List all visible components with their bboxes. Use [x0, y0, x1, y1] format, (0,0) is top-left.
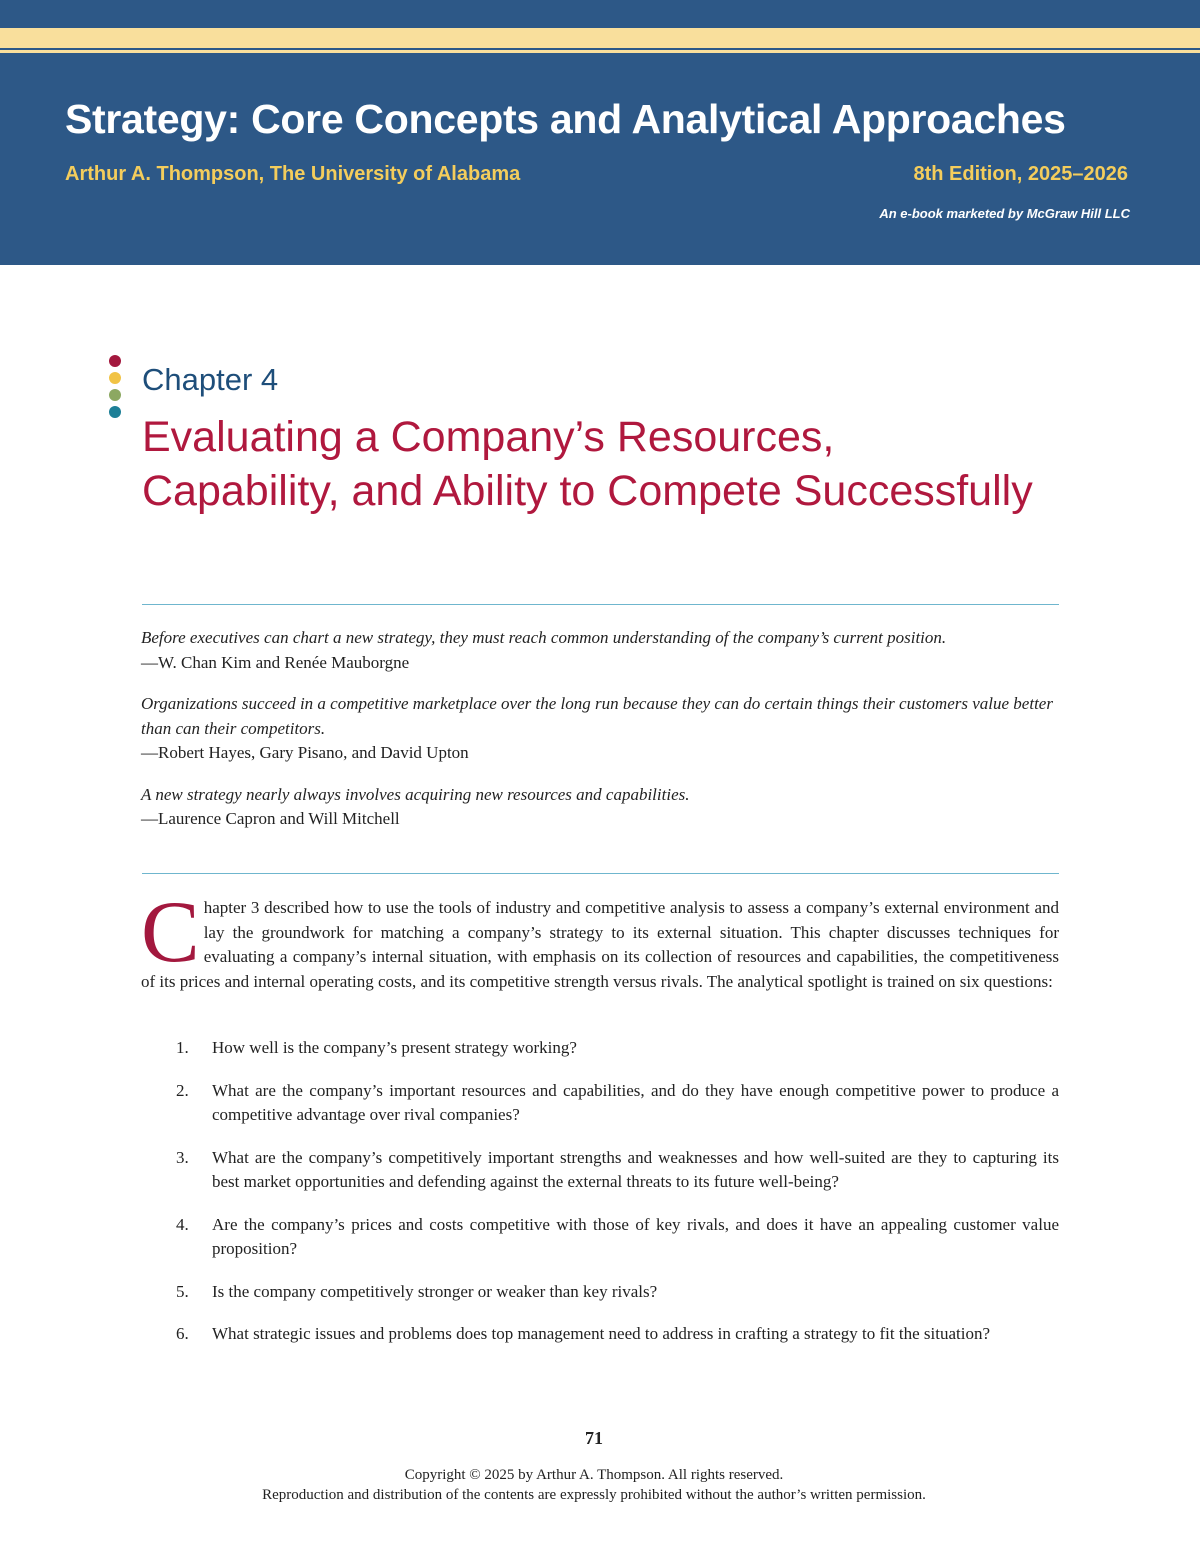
edition-line: 8th Edition, 2025–2026	[913, 163, 1128, 185]
questions-list	[141, 1036, 1059, 1365]
epigraph-attribution: —Laurence Capron and Will Mitchell	[141, 809, 400, 828]
publisher-note: An e-book marketed by McGraw Hill LLC	[879, 206, 1130, 221]
list-number: 2.	[176, 1080, 189, 1100]
list-number: 1.	[176, 1038, 189, 1057]
drop-cap: C	[141, 884, 200, 981]
decorative-dot-red	[109, 355, 121, 367]
decorative-dot-teal	[109, 406, 121, 418]
author-line: Arthur A. Thompson, The University of Alabama	[65, 163, 521, 185]
chapter-label: Chapter 4	[142, 362, 279, 397]
intro-text: hapter 3 described how to use the tools of industry and competitive analysis to assess a company’s external environment and lay the groundwork for matching a company’s strategy to its external situation. This chapter discusses techniques for evaluating a company’s internal situation, with emphasis on its collection of resources and capabilities, the competitiveness of its prices and internal operating costs, and its competitive strength versus rivals. The analytical spotlight is trained on six questions:	[141, 898, 1059, 991]
list-text: What strategic issues and problems does top management need to address in crafting a strategy to fit the situation?	[212, 1324, 990, 1343]
divider-top	[142, 604, 1059, 605]
book-title: Strategy: Core Concepts and Analytical Approaches	[65, 96, 1066, 142]
divider-bottom	[142, 873, 1059, 874]
epigraph-text: Organizations succeed in a competitive marketplace over the long run because they can do certain things their customers value better than can their competitors.	[141, 694, 1053, 738]
decorative-dot-green	[109, 389, 121, 401]
list-item	[141, 1280, 1059, 1305]
list-text: What are the company’s competitively important strengths and weaknesses and how well-suited are they to capturing its best market opportunities and defending against the external threats to its future well-being?	[212, 1147, 1059, 1191]
epigraph-attribution: —Robert Hayes, Gary Pisano, and David Upton	[141, 743, 469, 762]
epigraph	[141, 626, 1059, 675]
epigraph	[141, 783, 1059, 832]
list-item	[141, 1036, 1059, 1061]
list-item	[141, 1213, 1059, 1262]
list-number: 5.	[176, 1281, 189, 1301]
list-text: Are the company’s prices and costs competitive with those of key rivals, and does it have an appealing customer value proposition?	[212, 1214, 1059, 1258]
list-item	[141, 1322, 1059, 1347]
banner-gold-line	[0, 50, 1200, 53]
list-item	[141, 1146, 1059, 1195]
page-number: 71	[585, 1428, 603, 1448]
copyright-notice	[0, 1465, 1188, 1505]
reproduction-line: Reproduction and distribution of the contents are expressly prohibited without the author’s written permission.	[262, 1487, 926, 1503]
banner-gold-stripe	[0, 28, 1200, 48]
list-text: Is the company competitively stronger or weaker than key rivals?	[212, 1281, 658, 1301]
epigraph	[141, 692, 1059, 766]
chapter-title: Evaluating a Company’s Resources, Capability, and Ability to Compete Successfully	[142, 413, 1033, 515]
list-text: What are the company’s important resources and capabilities, and do they have enough competitive power to produce a competitive advantage over rival companies?	[212, 1080, 1059, 1124]
list-text: How well is the company’s present strategy working?	[212, 1038, 577, 1057]
banner-top-stripe	[0, 0, 1200, 27]
list-item	[141, 1079, 1059, 1128]
epigraphs	[141, 626, 1059, 849]
list-number: 6.	[176, 1324, 189, 1343]
copyright-line: Copyright © 2025 by Arthur A. Thompson. All rights reserved.	[404, 1467, 784, 1483]
epigraph-text: A new strategy nearly always involves acquiring new resources and capabilities.	[141, 784, 690, 804]
list-number: 4.	[176, 1214, 189, 1234]
list-number: 3.	[176, 1147, 189, 1167]
epigraph-text: Before executives can chart a new strategy, they must reach common understanding of the company’s current position.	[141, 628, 947, 647]
intro-paragraph	[141, 884, 1059, 994]
decorative-dot-yellow	[109, 372, 121, 384]
epigraph-attribution: —W. Chan Kim and Renée Mauborgne	[141, 652, 410, 672]
